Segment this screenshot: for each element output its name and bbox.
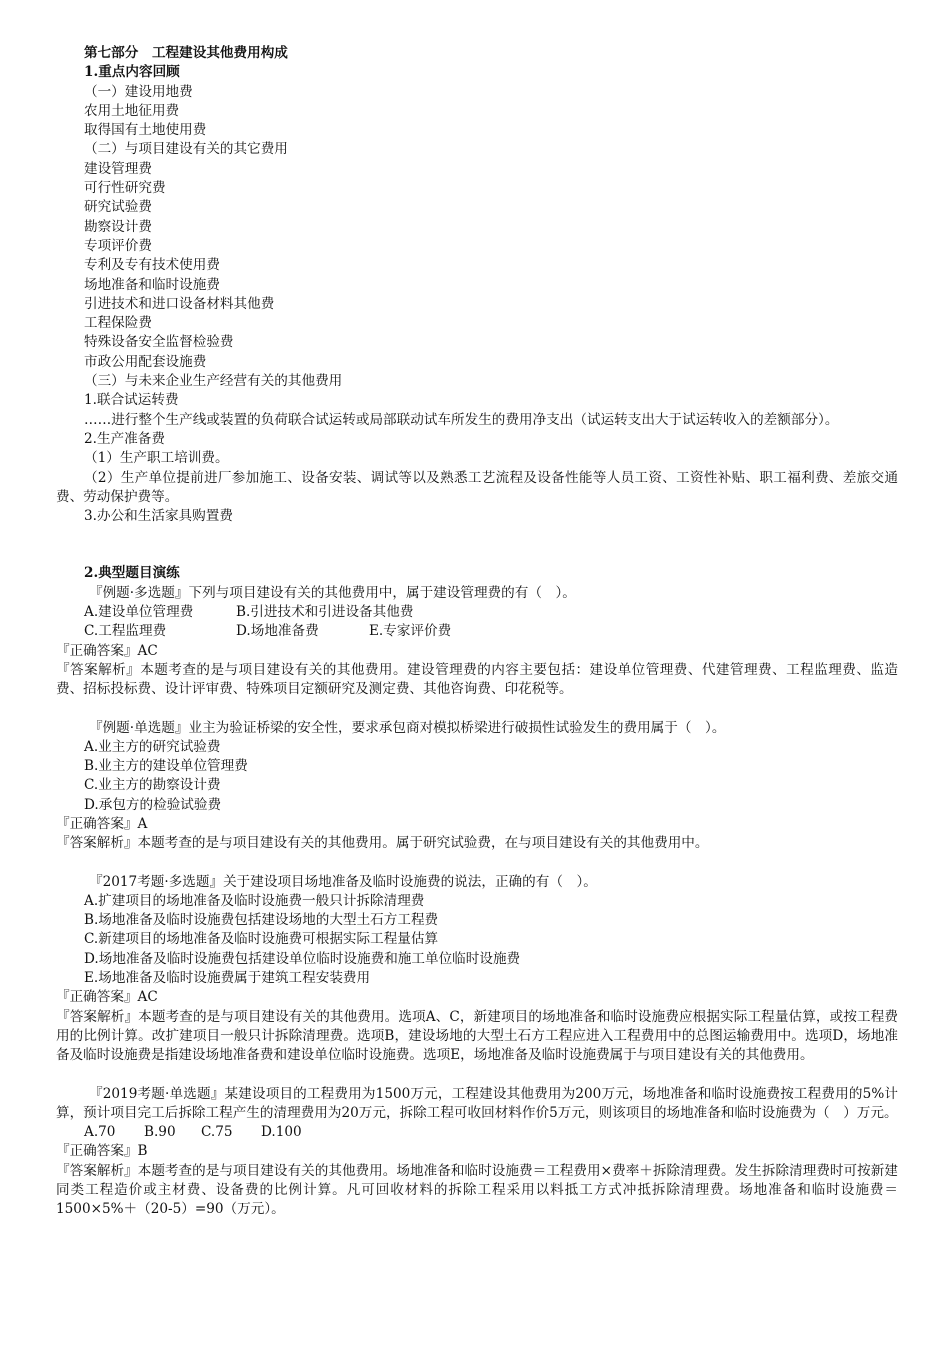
q2-option-a: A.业主方的研究试验费 xyxy=(84,738,221,755)
review-line: 专利及专有技术使用费 xyxy=(84,257,220,274)
q3-stem: 『2017考题·多选题』关于建设项目场地准备及临时设施费的说法，正确的有（ ）。 xyxy=(89,873,597,890)
q4-option-c: C.75 xyxy=(201,1124,233,1141)
q4-analysis: 『答案解析』本题考查的是与项目建设有关的其他费用。场地准备和临时设施费＝工程费用×费率＋拆除清理费。发生拆除清理费时可按新建同类工程造价或主材费、设备费的比例计算。凡可回收材料的拆除工程采用以料抵工方式冲抵拆除清理费。场地准备和临时设施费＝1500×5%＋（20-5）=90（万元）。 xyxy=(56,1162,898,1218)
q1-option-a: A.建设单位管理费 xyxy=(84,604,194,621)
q1-options-row2 xyxy=(56,622,898,641)
q2-analysis: 『答案解析』本题考查的是与项目建设有关的其他费用。属于研究试验费，在与项目建设有关的其他费用中。 xyxy=(56,835,709,852)
review-line: （二）与项目建设有关的其它费用 xyxy=(84,141,288,158)
q4-option-a: A.70 xyxy=(84,1124,116,1141)
section1-heading: 1.重点内容回顾 xyxy=(84,64,180,81)
q1-options-row1 xyxy=(56,603,898,622)
q4-stem: 『2019考题·单选题』某建设项目的工程费用为1500万元，工程建设其他费用为200万元，场地准备和临时设施费按工程费用的5%计算，预计项目完工后拆除工程产生的清理费用为20万元，拆除工程可收回材料作价5万元，则该项目的场地准备和临时设施费为（ ）万元。 xyxy=(56,1085,898,1121)
review-line: （三）与未来企业生产经营有关的其他费用 xyxy=(84,373,343,390)
review-line: 1.联合试运转费 xyxy=(84,392,179,409)
review-line: 研究试验费 xyxy=(84,199,152,216)
q4-option-d: D.100 xyxy=(261,1124,302,1141)
review-line: 取得国有土地使用费 xyxy=(84,122,207,139)
review-line: （一）建设用地费 xyxy=(84,83,193,100)
prep-fee-line: 2.生产准备费 xyxy=(84,430,165,447)
review-line: 场地准备和临时设施费 xyxy=(84,276,220,293)
q2-option-b: B.业主方的建设单位管理费 xyxy=(84,758,248,775)
review-line: 勘察设计费 xyxy=(84,218,152,235)
q4-options-row xyxy=(56,1123,898,1142)
q4-answer: 『正确答案』B xyxy=(56,1143,148,1160)
section2-heading: 2.典型题目演练 xyxy=(84,565,180,582)
q1-option-d: D.场地准备费 xyxy=(236,623,319,640)
prep-fee-paragraph: （2）生产单位提前进厂参加施工、设备安装、调试等以及熟悉工艺流程及设备性能等人员工资、工资性补贴、职工福利费、差旅交通费、劳动保护费等。 xyxy=(56,469,898,505)
q4-option-b: B.90 xyxy=(144,1124,176,1141)
q1-option-e: E.专家评价费 xyxy=(369,623,452,640)
q1-analysis: 『答案解析』本题考查的是与项目建设有关的其他费用。建设管理费的内容主要包括：建设单位管理费、代建管理费、工程监理费、监造费、招标投标费、设计评审费、特殊项目定额研究及测定费、其他咨询费、印花税等。 xyxy=(56,661,898,698)
q2-option-d: D.承包方的检验试验费 xyxy=(84,796,222,813)
q2-option-c: C.业主方的勘察设计费 xyxy=(84,777,221,794)
trial-run-paragraph: ……进行整个生产线或装置的负荷联合试运转或局部联动试车所发生的费用净支出（试运转支出大于试运转收入的差额部分）。 xyxy=(84,411,839,428)
q3-option-b: B.场地准备及临时设施费包括建设场地的大型土石方工程费 xyxy=(84,912,439,929)
review-line: 特殊设备安全监督检验费 xyxy=(84,334,234,351)
review-line: 市政公用配套设施费 xyxy=(84,353,207,370)
review-line: 建设管理费 xyxy=(84,160,152,177)
document-page xyxy=(56,44,898,1220)
review-line: 工程保险费 xyxy=(84,315,152,332)
review-line: 引进技术和进口设备材料其他费 xyxy=(84,295,275,312)
review-line: 专项评价费 xyxy=(84,237,152,254)
q2-answer: 『正确答案』A xyxy=(56,815,148,832)
page-title: 第七部分 工程建设其他费用构成 xyxy=(84,45,288,61)
q1-answer: 『正确答案』AC xyxy=(56,642,158,659)
q1-option-c: C.工程监理费 xyxy=(84,623,167,640)
office-furniture-line: 3.办公和生活家具购置费 xyxy=(84,508,233,525)
q3-option-a: A.扩建项目的场地准备及临时设施费一般只计拆除清理费 xyxy=(84,892,425,909)
prep-fee-item1: （1）生产职工培训费。 xyxy=(84,450,229,467)
q1-option-b: B.引进技术和引进设备其他费 xyxy=(236,604,414,621)
review-line: 可行性研究费 xyxy=(84,180,166,197)
review-line: 农用土地征用费 xyxy=(84,102,180,119)
q1-stem: 『例题·多选题』下列与项目建设有关的其他费用中，属于建设管理费的有（ ）。 xyxy=(89,584,576,601)
q3-answer: 『正确答案』AC xyxy=(56,989,158,1006)
q3-analysis: 『答案解析』本题考查的是与项目建设有关的其他费用。选项A、C，新建项目的场地准备和临时设施费应根据实际工程量估算，或按工程费用的比例计算。改扩建项目一般只计拆除清理费。选项B，建设场地的大型土石方工程应进入工程费用中的总图运输费用中。选项D，场地准备及临时设施费是指建设场地准备费和建设单位临时设施费。选项E，场地准备及临时设施费属于与项目建设有关的其他费用。 xyxy=(56,1008,898,1064)
q3-option-d: D.场地准备及临时设施费包括建设单位临时设施费和施工单位临时设施费 xyxy=(84,950,521,967)
q3-option-e: E.场地准备及临时设施费属于建筑工程安装费用 xyxy=(84,970,371,987)
q2-stem: 『例题·单选题』业主为验证桥梁的安全性，要求承包商对模拟桥梁进行破损性试验发生的费用属于（ ）。 xyxy=(89,719,726,736)
q3-option-c: C.新建项目的场地准备及临时设施费可根据实际工程量估算 xyxy=(84,931,439,948)
